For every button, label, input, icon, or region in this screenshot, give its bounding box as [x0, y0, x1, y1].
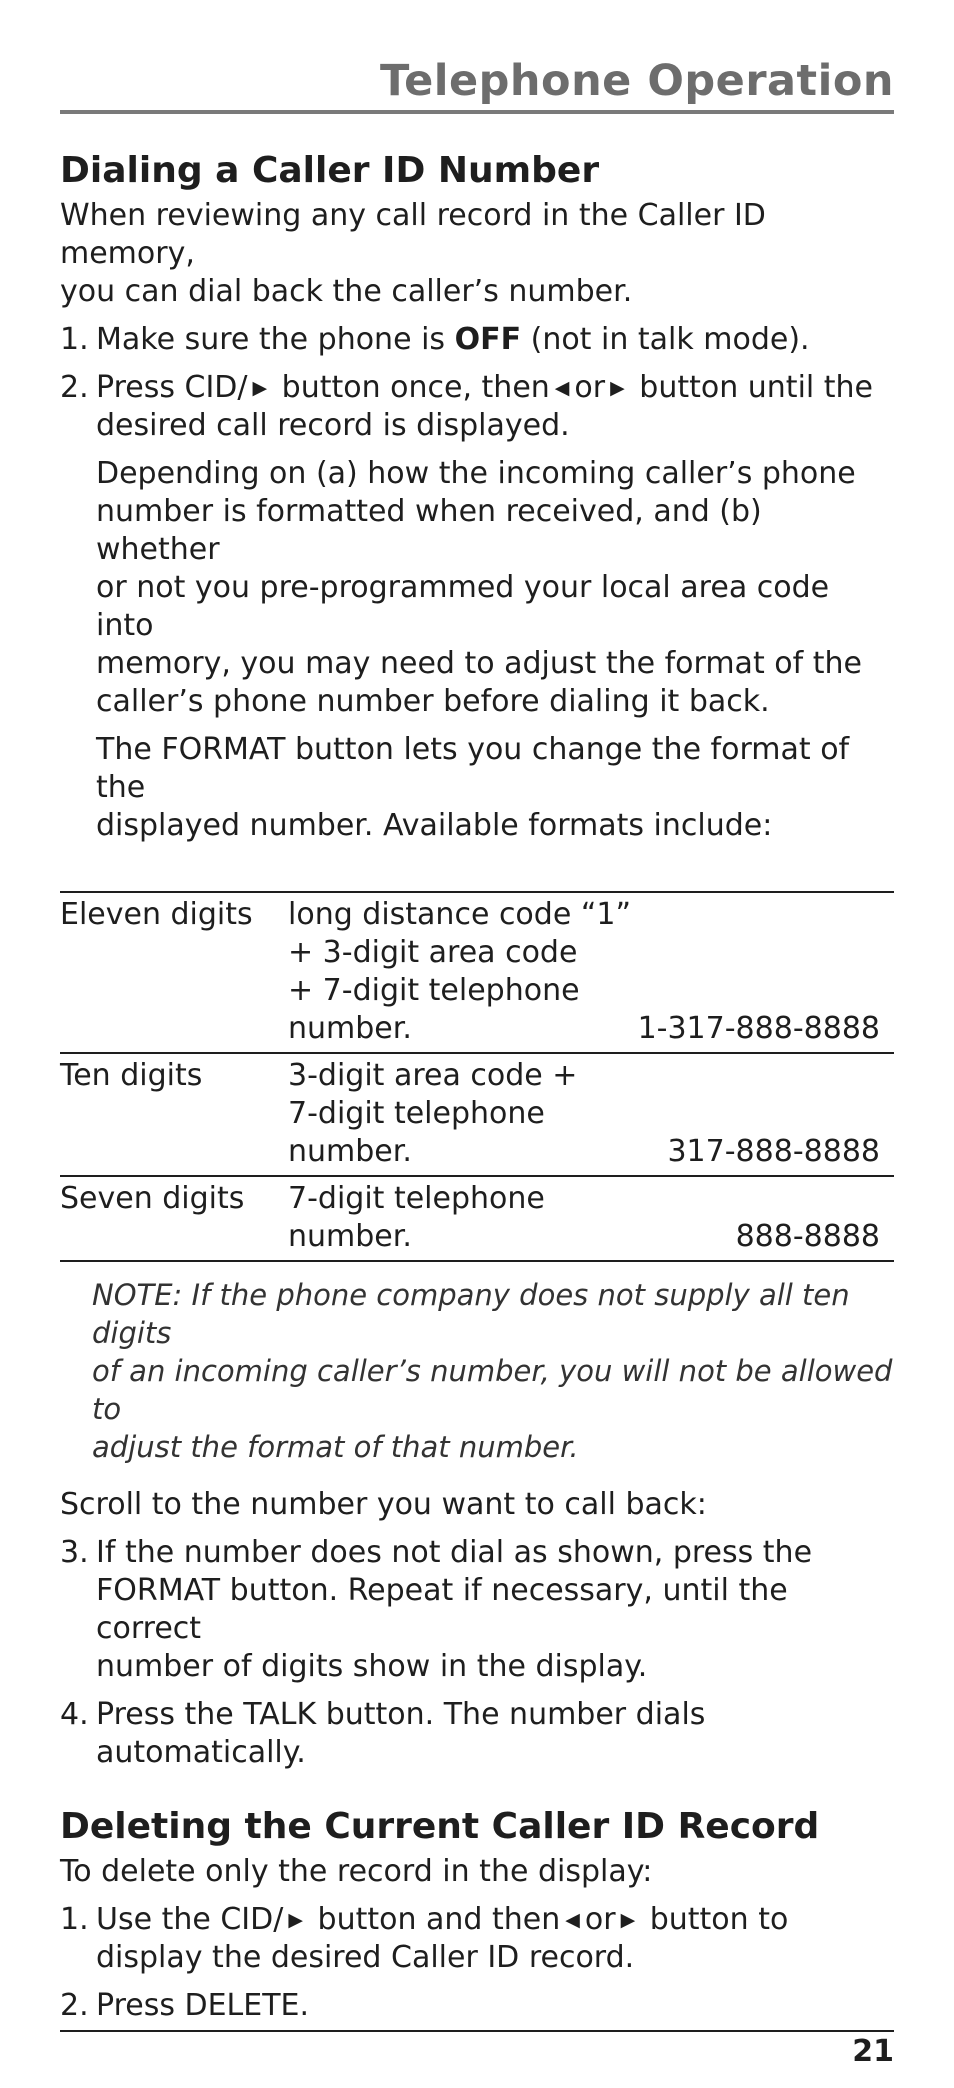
step-text: (not in talk mode). [521, 322, 810, 357]
step-line [96, 1901, 894, 1939]
description-line: + 7-digit telephone [288, 973, 580, 1008]
format-line: displayed number. Available formats include: [96, 808, 773, 843]
format-note [60, 1276, 894, 1466]
intro-line-1: When reviewing any call record in the Caller ID memory, [60, 198, 766, 271]
step-text: button and then [307, 1902, 561, 1937]
delete-step-1-use-cid [60, 1901, 894, 1977]
step-number: 2. [60, 370, 89, 405]
depending-paragraph [60, 455, 894, 721]
depending-line: memory, you may need to adjust the format of the [96, 646, 862, 681]
depending-line: number is formatted when received, and (b) whether [96, 494, 762, 567]
depending-line: or not you pre-programmed your local area code into [96, 570, 830, 643]
footer-divider [60, 2030, 894, 2032]
format-label: Seven digits [60, 1181, 245, 1216]
format-example: 1-317-888-8888 [637, 1011, 880, 1046]
description-line: number. [288, 1011, 412, 1046]
description-line: long distance code “1” [288, 897, 631, 932]
page-content [60, 148, 894, 2025]
right-arrow-icon: ▶ [252, 377, 268, 399]
manual-page [60, 0, 894, 2088]
left-arrow-icon: ◀ [565, 1909, 580, 1931]
format-paragraph [60, 731, 894, 845]
step-number: 1. [60, 1902, 89, 1937]
note-line: of an incoming caller’s number, you will not be allowed to [92, 1354, 893, 1426]
left-arrow-icon: ◀ [554, 377, 570, 399]
delete-intro: To delete only the record in the display: [60, 1854, 653, 1889]
description-line: + 3-digit area code [288, 935, 578, 970]
format-label: Eleven digits [60, 897, 253, 932]
header-divider [60, 110, 894, 114]
step-line: number of digits show in the display. [96, 1649, 648, 1684]
depending-line: caller’s phone number before dialing it back. [96, 684, 770, 719]
formats-table [60, 891, 894, 1262]
step-3-format-button [60, 1534, 894, 1686]
format-description [288, 1053, 638, 1176]
intro-line-2: you can dial back the caller’s number. [60, 274, 633, 309]
format-description [288, 892, 638, 1053]
step-text: Press CID/ [96, 370, 248, 405]
step-line [96, 369, 894, 407]
table-row [60, 1053, 894, 1176]
delete-step-2-press-delete [60, 1987, 894, 2025]
page-number: 21 [852, 2034, 894, 2069]
step-line: If the number does not dial as shown, press the [96, 1535, 813, 1570]
right-arrow-icon: ▶ [620, 1909, 636, 1931]
page-header-title: Telephone Operation [379, 56, 894, 106]
step-number: 1. [60, 322, 89, 357]
step-line: display the desired Caller ID record. [96, 1940, 635, 1975]
step-number: 3. [60, 1535, 89, 1570]
step-1-make-sure-off [60, 321, 894, 359]
step-text: Use the CID/ [96, 1902, 284, 1937]
format-example: 317-888-8888 [667, 1134, 880, 1169]
step-text-bold: OFF [454, 322, 522, 357]
step-4-press-talk [60, 1696, 894, 1772]
step-2-press-cid [60, 369, 894, 445]
table-row [60, 892, 894, 1053]
format-label: Ten digits [60, 1058, 203, 1093]
section-heading-deleting: Deleting the Current Caller ID Record [60, 1806, 820, 1847]
step-number: 2. [60, 1988, 89, 2023]
step-text: Press the TALK button. The number dials automatically. [96, 1697, 706, 1770]
step-text: button once, then [272, 370, 550, 405]
step-text: or [584, 1902, 616, 1937]
right-arrow-icon: ▶ [610, 377, 625, 399]
description-line: 7-digit telephone number. [288, 1181, 545, 1254]
table-row [60, 1176, 894, 1261]
format-line: The FORMAT button lets you change the format of the [96, 732, 850, 805]
note-line: NOTE: If the phone company does not supply all ten digits [92, 1278, 850, 1350]
step-text: Press DELETE. [96, 1988, 310, 2023]
format-example: 888-8888 [735, 1219, 880, 1254]
scroll-instruction: Scroll to the number you want to call back: [60, 1487, 707, 1522]
note-line: adjust the format of that number. [92, 1430, 579, 1464]
description-line: 3-digit area code + [288, 1058, 578, 1093]
step-line: desired call record is displayed. [96, 408, 570, 443]
step-text: button until the [629, 370, 874, 405]
description-line: 7-digit telephone number. [288, 1096, 545, 1169]
depending-line: Depending on (a) how the incoming caller’s phone [96, 456, 856, 491]
section-heading-dialing: Dialing a Caller ID Number [60, 150, 600, 191]
step-text: button to [640, 1902, 789, 1937]
step-number: 4. [60, 1697, 89, 1732]
right-arrow-icon: ▶ [288, 1909, 303, 1931]
step-text: or [574, 370, 606, 405]
format-description [288, 1176, 638, 1261]
step-line: FORMAT button. Repeat if necessary, until the correct [96, 1573, 788, 1646]
step-text: Make sure the phone is [96, 322, 455, 357]
